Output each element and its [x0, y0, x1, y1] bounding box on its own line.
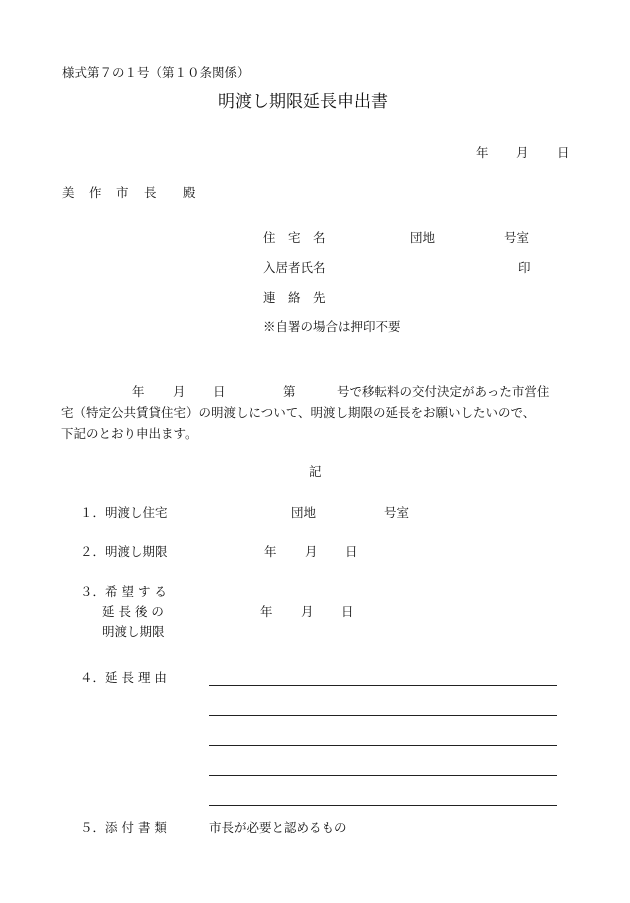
addressee-char-saku: 作: [89, 185, 102, 200]
reason-line-3[interactable]: [209, 745, 557, 746]
page-title: 明渡し期限延長申出書: [218, 92, 388, 112]
item5-label: ５．添 付 書 類: [80, 820, 167, 835]
item1-room-label: 号室: [384, 505, 410, 520]
item3-year-label: 年: [260, 604, 273, 619]
addressee-char-cho: 長: [144, 185, 157, 200]
form-number: 様式第７の１号（第１０条関係）: [62, 65, 250, 80]
item3-label-line1: ３．希 望 す る: [80, 584, 167, 599]
item1-label: １．明渡し住宅: [80, 505, 168, 520]
body-line3-text: 下記のとおり申出ます。: [61, 426, 198, 441]
body-line2-text: 宅（特定公共賃貸住宅）の明渡しについて、明渡し期限の延長をお願いしたいので、: [61, 405, 536, 420]
body-number-prefix: 第: [283, 384, 296, 399]
item4-label: ４．延 長 理 由: [80, 670, 167, 685]
addressee-char-shi: 市: [116, 185, 129, 200]
date-month-label: 月: [516, 145, 529, 160]
item2-day-label: 日: [345, 544, 358, 559]
addressee-char-mi: 美: [62, 185, 75, 200]
address-label: 住 宅 名: [263, 230, 326, 245]
reason-line-5[interactable]: [209, 805, 557, 806]
body-month-label: 月: [173, 384, 186, 399]
addressee-honorific: 殿: [183, 185, 196, 200]
ki-heading: 記: [309, 464, 322, 479]
contact-label: 連 絡 先: [263, 290, 326, 305]
address-room-label: 号室: [504, 230, 530, 245]
address-danchi-label: 団地: [410, 230, 436, 245]
reason-line-4[interactable]: [209, 775, 557, 776]
resident-name-label: 入居者氏名: [263, 260, 326, 275]
item2-label: ２．明渡し期限: [80, 544, 168, 559]
item3-label-line2: 延 長 後 の: [102, 604, 164, 619]
reason-line-2[interactable]: [209, 715, 557, 716]
date-year-label: 年: [476, 145, 489, 160]
item1-danchi-label: 団地: [291, 505, 317, 520]
body-year-label: 年: [132, 384, 145, 399]
body-day-label: 日: [213, 384, 226, 399]
date-day-label: 日: [557, 145, 570, 160]
seal-mark: 印: [518, 260, 531, 275]
reason-line-1[interactable]: [209, 685, 557, 686]
item2-year-label: 年: [264, 544, 277, 559]
body-line1-text: 号で移転料の交付決定があった市営住: [337, 384, 550, 399]
item3-month-label: 月: [301, 604, 314, 619]
item3-label-line3: 明渡し期限: [102, 624, 165, 639]
item2-month-label: 月: [305, 544, 318, 559]
item5-value: 市長が必要と認めるもの: [209, 820, 347, 835]
seal-note: ※自署の場合は押印不要: [263, 319, 401, 334]
item3-day-label: 日: [341, 604, 354, 619]
